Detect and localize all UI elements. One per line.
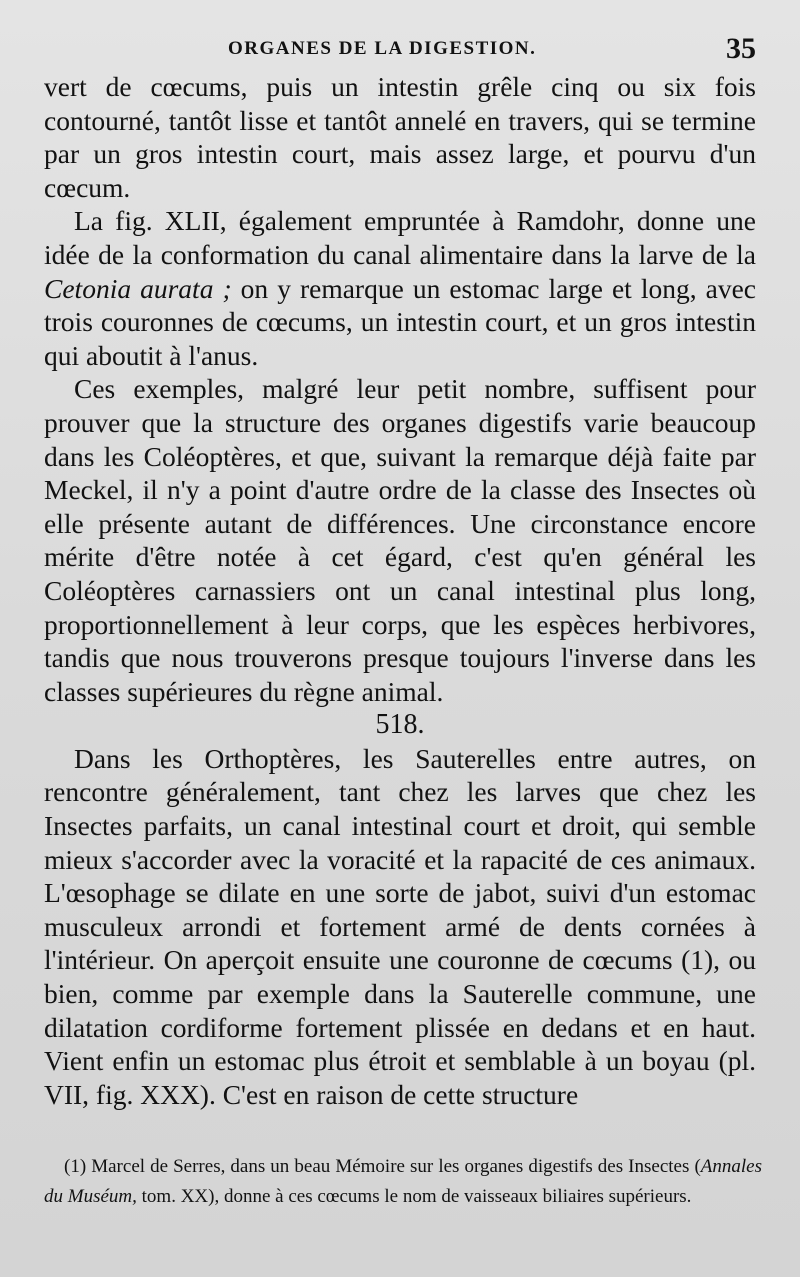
paragraph-2 <box>44 204 756 372</box>
paragraph-4: Dans les Orthoptères, les Sauterelles entre autres, on rencontre généralement, tant chez les larves que chez les Insectes parfaits, un canal intestinal court et droit, qui semble mieux s'accorder avec la voracité et la rapacité de ces animaux. L'œsophage se dilate en une sorte de jabot, suivi d'un estomac musculeux arrondi et fortement armé de dents cornées à l'intérieur. On aperçoit ensuite une couronne de cœcums (1), ou bien, comme par exemple dans la Sauterelle commune, une dilatation cordiforme fortement plissée en dedans et en haut. Vient enfin un estomac plus étroit et semblable à un boyau (pl. VII, fig. XXX). C'est en raison de cette structure <box>44 742 756 1110</box>
paragraph-2-text-b: on y remarque un estomac large et long, avec trois couronnes de cœcums, un intestin court, et un gros intestin qui aboutit à l'anus. <box>44 272 756 371</box>
page-number: 35 <box>726 32 756 65</box>
paragraph-3: Ces exemples, malgré leur petit nombre, suffisent pour prouver que la structure des organes digestifs varie beaucoup dans les Coléoptères, et que, suivant la remarque déjà faite par Meckel, il n'y a point d'autre ordre de la classe des Insectes où elle présente autant de différences. Une circonstance encore mérite d'être notée à cet égard, c'est qu'en général les Coléoptères carnassiers ont un canal intestinal plus long, proportionnellement à leur corps, que les espèces herbivores, tandis que nous trouverons presque toujours l'inverse dans les classes supérieures du règne animal. <box>44 373 756 707</box>
section-number: 518. <box>375 709 425 741</box>
footnote-italic-title: Annales du Muséum, <box>44 1156 762 1207</box>
footnote-text-b: tom. XX), donne à ces cœcums le nom de vaisseaux biliaires supérieurs. <box>136 1186 692 1207</box>
paragraph-1: vert de cœcums, puis un intestin grêle cinq ou six fois contourné, tantôt lisse et tantôt annelé en travers, qui se termine par un gros intestin court, mais assez large, et pourvu d'un cœcum. <box>44 71 756 203</box>
running-head <box>0 32 800 68</box>
paragraph-2-text-a: La fig. XLII, également empruntée à Ramdohr, donne une idée de la conformation du canal alimentaire dans la larve de la <box>44 205 756 270</box>
footnote-text-a: (1) Marcel de Serres, dans un beau Mémoire sur les organes digestifs des Insectes ( <box>64 1156 701 1177</box>
running-head-title: ORGANES DE LA DIGESTION. <box>228 38 537 59</box>
footnote-1 <box>44 1152 762 1212</box>
footnotes <box>44 1152 762 1212</box>
species-name-italic: Cetonia aurata ; <box>44 272 232 304</box>
body-text <box>44 70 756 1111</box>
